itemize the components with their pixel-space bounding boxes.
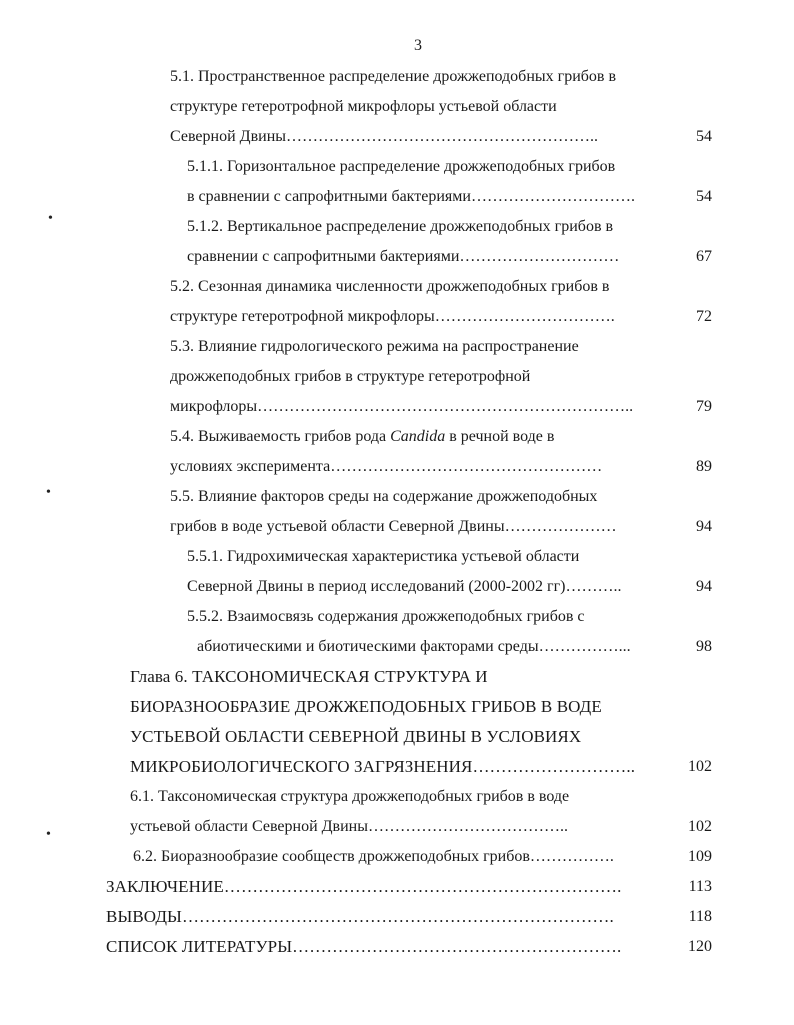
toc-line: СПИСОК ЛИТЕРАТУРЫ…………………………………………………. (106, 937, 622, 956)
toc-line: 5.1.2. Вертикальное распределение дрожжеподобных грибов в (187, 218, 614, 235)
toc-page: 72 (696, 308, 712, 325)
toc-page: 102 (688, 818, 712, 835)
toc-page: 89 (696, 458, 712, 475)
toc-line: микрофлоры…………………………………………………………….. (170, 398, 634, 415)
toc-page: 67 (696, 248, 712, 265)
toc-page: 120 (688, 938, 712, 955)
toc-line: абиотическими и биотическими факторами среды……………... (197, 638, 631, 655)
toc-line: Глава 6. ТАКСОНОМИЧЕСКАЯ СТРУКТУРА И (130, 667, 488, 686)
toc-line: структуре гетеротрофной микрофлоры устьевой области (170, 98, 557, 115)
toc-line: 5.5.1. Гидрохимическая характеристика устьевой области (187, 548, 580, 565)
toc-page: 94 (696, 578, 712, 595)
toc-line: 6.1. Таксономическая структура дрожжеподобных грибов в воде (130, 788, 570, 805)
toc-line: 5.3. Влияние гидрологического режима на распространение (170, 338, 579, 355)
toc-line: структуре гетеротрофной микрофлоры……………………………. (170, 308, 615, 325)
toc-line: Северной Двины………………………………………………….. (170, 128, 598, 145)
toc-line: сравнении с сапрофитными бактериями………………………… (187, 248, 620, 265)
toc-page: 102 (688, 758, 712, 775)
toc-line: условиях эксперимента…………………………………………… (170, 458, 603, 475)
toc-text: 5.4. Выживаемость грибов рода (170, 428, 391, 445)
toc-line: 5.2. Сезонная динамика численности дрожжеподобных грибов в (170, 278, 610, 295)
margin-mark: • (46, 485, 51, 500)
toc-page: 98 (696, 638, 712, 655)
toc-line (170, 427, 554, 447)
toc-page: 54 (696, 128, 712, 145)
toc-line: 5.1. Пространственное распределение дрожжеподобных грибов в (170, 68, 617, 85)
margin-mark: • (46, 827, 51, 842)
toc-line: БИОРАЗНООБРАЗИЕ ДРОЖЖЕПОДОБНЫХ ГРИБОВ В ВОДЕ (130, 697, 602, 716)
toc-page: 79 (696, 398, 712, 415)
toc-line: ЗАКЛЮЧЕНИЕ……………………………………………………………. (106, 877, 622, 896)
toc-line: дрожжеподобных грибов в структуре гетеротрофной (170, 368, 531, 385)
toc-page: 109 (688, 848, 712, 865)
toc-text: в речной воде в (445, 428, 555, 445)
page-number: 3 (414, 37, 422, 54)
toc-page: 54 (696, 188, 712, 205)
toc-line: Северной Двины в период исследований (2000-2002 гг)……….. (187, 578, 622, 595)
toc-line: 6.2. Биоразнообразие сообществ дрожжеподобных грибов……………. (133, 848, 614, 865)
toc-line: ВЫВОДЫ…………………………………………………………………. (106, 907, 614, 926)
margin-mark: • (48, 211, 53, 226)
toc-line: 5.5. Влияние факторов среды на содержание дрожжеподобных (170, 488, 598, 505)
toc-page: 113 (688, 878, 712, 895)
toc-line: 5.5.2. Взаимосвязь содержания дрожжеподобных грибов с (187, 608, 585, 625)
toc-line: устьевой области Северной Двины……………………………….. (130, 818, 568, 835)
toc-line: МИКРОБИОЛОГИЧЕСКОГО ЗАГРЯЗНЕНИЯ……………………….. (130, 757, 636, 776)
toc-line: грибов в воде устьевой области Северной Двины………………… (170, 518, 617, 535)
toc-page: 94 (696, 518, 712, 535)
toc-line: УСТЬЕВОЙ ОБЛАСТИ СЕВЕРНОЙ ДВИНЫ В УСЛОВИЯХ (130, 727, 582, 746)
toc-line: в сравнении с сапрофитными бактериями…………………………. (187, 188, 635, 205)
toc-line: 5.1.1. Горизонтальное распределение дрожжеподобных грибов (187, 158, 616, 175)
toc-text-italic: Candida (390, 428, 446, 445)
toc-page: 118 (688, 908, 712, 925)
